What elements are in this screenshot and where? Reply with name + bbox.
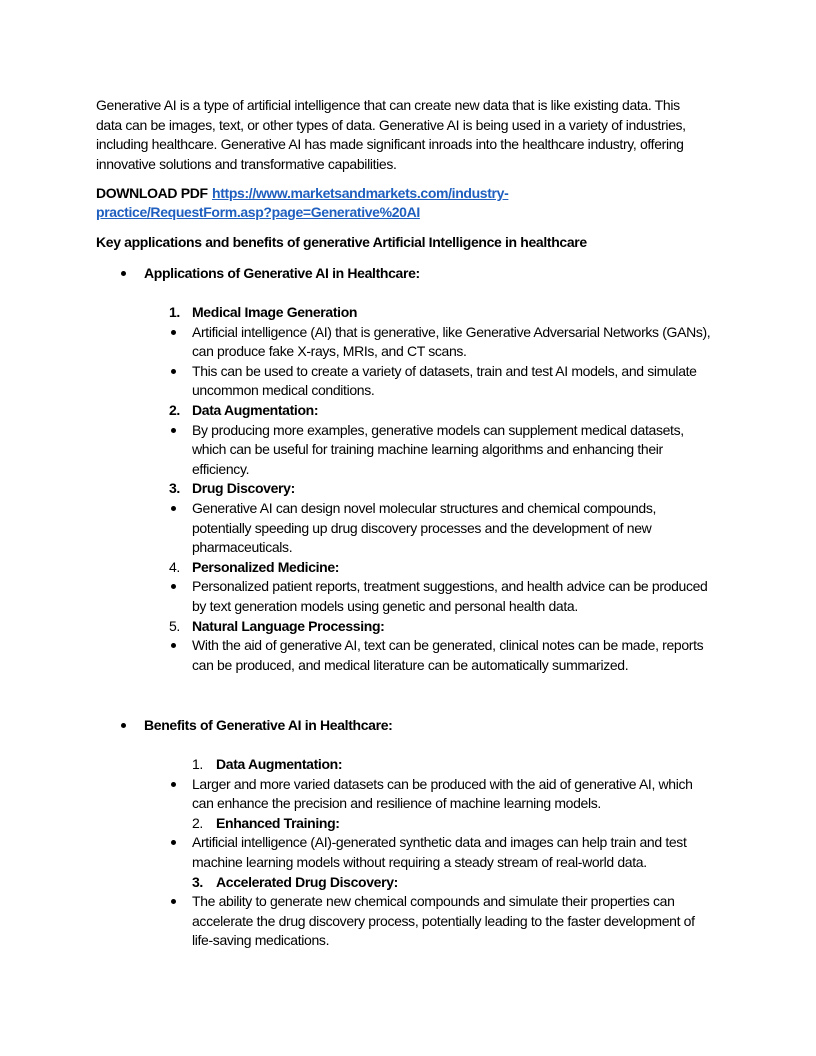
list-number: 2.	[192, 814, 203, 831]
intro-line: Generative AI is a type of artificial intelligence that can create new data that is like existing data. This	[96, 97, 680, 113]
list-item-title: Data Augmentation:	[216, 756, 343, 772]
list-item-text: accelerate the drug discovery process, potentially leading to the faster development of	[192, 912, 695, 929]
list-item-text: by text generation models using genetic and personal health data.	[192, 598, 578, 614]
list-number: 1.	[169, 304, 180, 320]
bullet-icon	[121, 723, 126, 728]
list-item-text: can produce fake X-rays, MRIs, and CT scans.	[192, 343, 467, 360]
list-item-title: Personalized Medicine:	[192, 558, 340, 575]
list-number: 3.	[169, 480, 180, 497]
benefits-title: Benefits of Generative AI in Healthcare:	[144, 717, 393, 733]
list-item-text: Artificial intelligence (AI)-generated synthetic data and images can help train and test	[192, 834, 687, 851]
bullet-icon	[171, 428, 176, 433]
list-item-text: Larger and more varied datasets can be produced with the aid of generative AI, which	[192, 775, 693, 792]
list-item-text: By producing more examples, generative models can supplement medical datasets,	[192, 421, 684, 438]
section-heading: Key applications and benefits of generative Artificial Intelligence in healthcare	[96, 234, 587, 250]
bullet-icon	[171, 506, 176, 511]
list-item-title: Medical Image Generation	[192, 304, 358, 320]
list-number: 1.	[192, 756, 203, 772]
download-label: DOWNLOAD PDF	[96, 185, 208, 201]
list-item-title: Natural Language Processing:	[192, 617, 385, 634]
bullet-icon	[171, 369, 176, 374]
list-number: 4.	[169, 558, 180, 575]
list-item-text: Generative AI can design novel molecular structures and chemical compounds,	[192, 500, 657, 516]
list-item-text: Personalized patient reports, treatment suggestions, and health advice can be produced	[192, 578, 708, 595]
list-item-text: With the aid of generative AI, text can be generated, clinical notes can be made, reports	[192, 637, 704, 654]
list-item-text: can be produced, and medical literature can be automatically summarized.	[192, 656, 629, 673]
bullet-icon	[171, 584, 176, 589]
list-number: 5.	[169, 617, 180, 634]
intro-line: including healthcare. Generative AI has made significant inroads into the healthcare industry, offering	[96, 136, 684, 153]
list-item-text: machine learning models without requiring a steady stream of real-world data.	[192, 854, 647, 870]
bullet-icon	[171, 899, 176, 904]
bullet-icon	[171, 840, 176, 845]
list-item-text: efficiency.	[192, 460, 250, 477]
list-item-text: life-saving medications.	[192, 932, 330, 949]
download-link[interactable]: https://www.marketsandmarkets.com/industry-	[212, 185, 509, 201]
bullet-icon	[171, 643, 176, 648]
list-item-text: Artificial intelligence (AI) that is generative, like Generative Adversarial Networks (GANs),	[192, 323, 711, 340]
list-item-text: uncommon medical conditions.	[192, 382, 375, 399]
list-item-title: Accelerated Drug Discovery:	[216, 873, 398, 890]
list-number: 2.	[169, 402, 180, 418]
list-number: 3.	[192, 873, 203, 890]
list-item-text: potentially speeding up drug discovery processes and the development of new	[192, 519, 652, 536]
list-item-title: Drug Discovery:	[192, 480, 295, 497]
list-item-title: Data Augmentation:	[192, 402, 319, 418]
bullet-icon	[171, 330, 176, 335]
applications-title: Applications of Generative AI in Healthcare:	[144, 265, 420, 281]
intro-line: innovative solutions and transformative capabilities.	[96, 155, 397, 172]
list-item-text: which can be useful for training machine learning algorithms and enhancing their	[192, 441, 663, 458]
list-item-title: Enhanced Training:	[216, 814, 340, 831]
bullet-icon	[121, 271, 126, 276]
intro-line: data can be images, text, or other types of data. Generative AI is being used in a variety of industries,	[96, 116, 686, 133]
list-item-text: The ability to generate new chemical compounds and simulate their properties can	[192, 893, 675, 910]
download-link[interactable]: practice/RequestForm.asp?page=Generative%20AI	[96, 204, 420, 220]
list-item-text: can enhance the precision and resilience of machine learning models.	[192, 795, 601, 812]
list-item-text: pharmaceuticals.	[192, 539, 293, 556]
list-item-text: This can be used to create a variety of datasets, train and test AI models, and simulate	[192, 362, 697, 379]
bullet-icon	[171, 782, 176, 787]
